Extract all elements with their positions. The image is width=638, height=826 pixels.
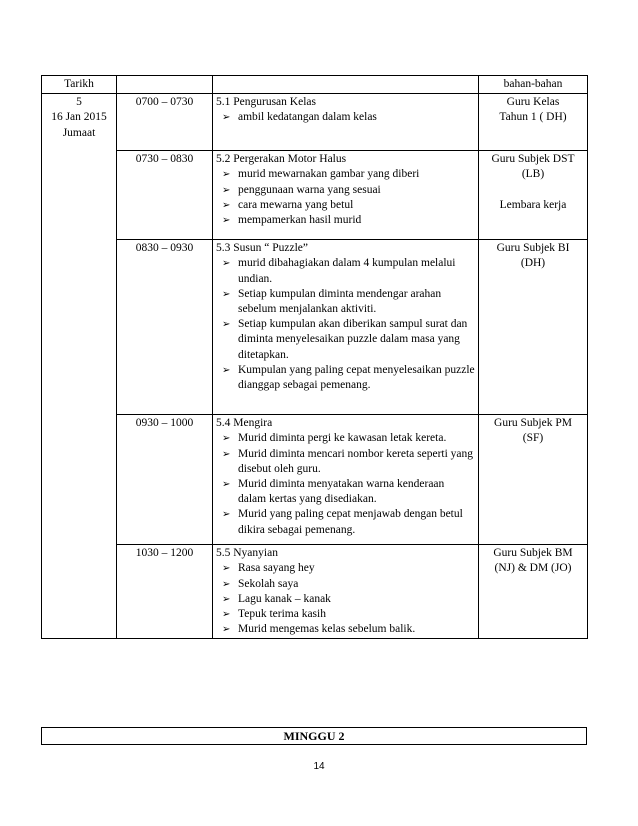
resource-cell [479, 545, 588, 639]
resource-line: (LB) [521, 168, 545, 181]
arrowhead-bullet-icon: ➢ [222, 184, 231, 196]
activity-title: 5.5 Nyanyian [216, 547, 278, 560]
activity-title: 5.4 Mengira [216, 417, 273, 430]
activity-title: 5.1 Pengurusan Kelas [216, 96, 316, 109]
list-item-text: Setiap kumpulan akan diberikan sampul surat dan diminta menyelesaikan puzzle dalam masa yang ditetapkan. [238, 318, 468, 361]
list-item [216, 507, 475, 537]
list-item [216, 110, 475, 125]
activity-list [216, 431, 475, 537]
arrowhead-bullet-icon: ➢ [222, 433, 231, 445]
time-slot: 0700 – 0730 [117, 94, 213, 151]
resource-line: (DH) [520, 257, 546, 270]
list-item-text: Setiap kumpulan diminta mendengar arahan sebelum menjalankan aktiviti. [238, 287, 442, 316]
list-item-text: penggunaan warna yang sesuai [238, 183, 381, 196]
week-label: MINGGU 2 [42, 728, 587, 745]
week-banner [41, 727, 587, 745]
resource-line: (SF) [522, 432, 544, 445]
arrowhead-bullet-icon: ➢ [222, 624, 231, 636]
resource-cell [479, 415, 588, 545]
list-item [216, 213, 475, 228]
list-item-text: Lagu kanak – kanak [238, 592, 331, 605]
arrowhead-bullet-icon: ➢ [222, 563, 231, 575]
list-item [216, 317, 475, 363]
list-item-text: murid mewarnakan gambar yang diberi [238, 168, 420, 181]
list-item-text: cara mewarna yang betul [238, 198, 354, 211]
resource-line: Guru Subjek PM [494, 417, 572, 430]
time-slot: 0830 – 0930 [117, 240, 213, 415]
schedule-row [42, 151, 588, 240]
list-item [216, 363, 475, 393]
list-item [216, 622, 475, 637]
list-item-text: ambil kedatangan dalam kelas [238, 111, 377, 124]
arrowhead-bullet-icon: ➢ [222, 288, 231, 300]
list-item-text: murid dibahagiakan dalam 4 kumpulan melalui undian. [238, 257, 456, 285]
list-item [216, 447, 475, 477]
activity-list [216, 110, 475, 125]
list-item-text: Murid diminta menyatakan warna kenderaan dalam kertas yang disediakan. [238, 478, 445, 506]
resource-cell [479, 240, 588, 415]
list-item [216, 592, 475, 607]
list-item-text: Rasa sayang hey [238, 562, 315, 575]
list-item-text: mempamerkan hasil murid [238, 214, 362, 227]
arrowhead-bullet-icon: ➢ [222, 364, 231, 376]
list-item-text: Sekolah saya [238, 577, 299, 590]
resource-line: Tahun 1 ( DH) [499, 111, 567, 124]
list-item [216, 577, 475, 592]
day-number: 5 [76, 96, 82, 109]
activity-list [216, 167, 475, 228]
list-item [216, 183, 475, 198]
resource-line: Guru Subjek BM [493, 547, 573, 560]
page-number: 14 [313, 761, 325, 772]
arrowhead-bullet-icon: ➢ [222, 509, 231, 521]
day-weekday: Jumaat [62, 126, 96, 139]
table-header-row [42, 76, 588, 94]
header-bahan: bahan-bahan [479, 76, 588, 94]
header-tarikh: Tarikh [42, 76, 117, 94]
arrowhead-bullet-icon: ➢ [222, 199, 231, 211]
time-slot: 0730 – 0830 [117, 151, 213, 240]
resource-line: Guru Kelas [506, 96, 560, 109]
arrowhead-bullet-icon: ➢ [222, 609, 231, 621]
list-item [216, 561, 475, 576]
activity-cell [213, 240, 479, 415]
resource-line: Lembara kerja [499, 198, 567, 211]
list-item [216, 477, 475, 507]
list-item [216, 167, 475, 182]
list-item [216, 287, 475, 317]
arrowhead-bullet-icon: ➢ [222, 258, 231, 270]
arrowhead-bullet-icon: ➢ [222, 593, 231, 605]
list-item-text: Murid diminta pergi ke kawasan letak kereta. [238, 432, 447, 445]
day-cell [42, 94, 117, 639]
schedule-row [42, 240, 588, 415]
activity-cell [213, 94, 479, 151]
list-item [216, 198, 475, 213]
arrowhead-bullet-icon: ➢ [222, 215, 231, 227]
activity-cell [213, 151, 479, 240]
arrowhead-bullet-icon: ➢ [222, 169, 231, 181]
arrowhead-bullet-icon: ➢ [222, 448, 231, 460]
activity-title: 5.3 Susun “ Puzzle” [216, 242, 308, 255]
list-item-text: Tepuk terima kasih [238, 608, 326, 621]
resource-line: (NJ) & DM (JO) [494, 562, 572, 575]
resource-line: Guru Subjek BI [496, 242, 570, 255]
resource-spacer [482, 183, 584, 198]
list-item-text: Kumpulan yang paling cepat menyelesaikan puzzle dianggap sebagai pemenang. [238, 363, 475, 392]
schedule-row [42, 94, 588, 151]
time-slot: 1030 – 1200 [117, 545, 213, 639]
arrowhead-bullet-icon: ➢ [222, 112, 231, 124]
header-time-empty [117, 76, 213, 94]
resource-line: Guru Subjek DST [491, 153, 575, 166]
resource-cell [479, 94, 588, 151]
activity-cell [213, 415, 479, 545]
arrowhead-bullet-icon: ➢ [222, 578, 231, 590]
list-item [216, 256, 475, 286]
activity-cell [213, 545, 479, 639]
schedule-row [42, 415, 588, 545]
list-item-text: Murid diminta mencari nombor kereta seperti yang disebut oleh guru. [238, 447, 474, 475]
schedule-table [41, 75, 588, 639]
activity-list [216, 256, 475, 393]
arrowhead-bullet-icon: ➢ [222, 479, 231, 491]
schedule-row [42, 545, 588, 639]
list-item [216, 607, 475, 622]
list-item-text: Murid mengemas kelas sebelum balik. [238, 623, 416, 636]
resource-cell [479, 151, 588, 240]
activity-list [216, 561, 475, 637]
arrowhead-bullet-icon: ➢ [222, 319, 231, 331]
header-activity-empty [213, 76, 479, 94]
list-item-text: Murid yang paling cepat menjawab dengan betul dikira sebagai pemenang. [238, 508, 463, 536]
day-date: 16 Jan 2015 [51, 111, 107, 124]
time-slot: 0930 – 1000 [117, 415, 213, 545]
list-item [216, 431, 475, 446]
activity-title: 5.2 Pergerakan Motor Halus [216, 153, 347, 166]
